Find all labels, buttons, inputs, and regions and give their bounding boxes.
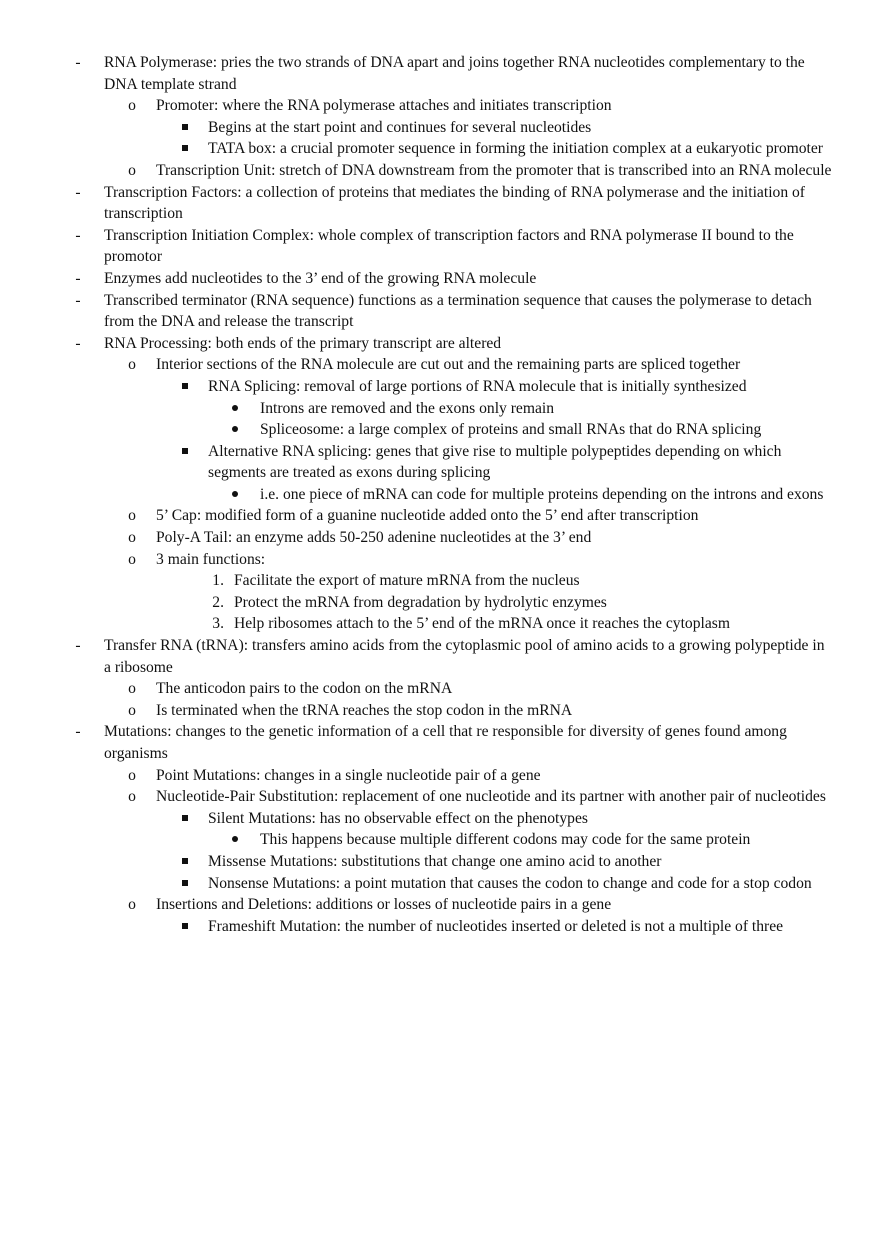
- square-bullet-icon: [179, 916, 191, 938]
- bullet-item-level-0: [72, 268, 832, 290]
- note-text: RNA Splicing: removal of large portions of RNA molecule that is initially synthesized: [208, 377, 747, 395]
- note-text: Silent Mutations: has no observable effect on the phenotypes: [208, 809, 588, 827]
- dash-bullet: -: [75, 54, 81, 71]
- note-text: Point Mutations: changes in a single nucleotide pair of a gene: [156, 766, 541, 784]
- numbered-list-item: [72, 592, 832, 614]
- bullet-item-level-1: [72, 95, 832, 117]
- numbered-list-item: [72, 613, 832, 635]
- circle-o-bullet: o: [128, 896, 136, 914]
- note-text: Alternative RNA splicing: genes that give rise to multiple polypeptides depending on which segments are treated as exons during splicing: [208, 442, 782, 482]
- note-text: Transcription Unit: stretch of DNA downstream from the promoter that is transcribed into an RNA molecule: [156, 161, 832, 179]
- note-text: Frameshift Mutation: the number of nucleotides inserted or deleted is not a multiple of three: [208, 917, 784, 935]
- dash-bullet: -: [75, 637, 81, 655]
- note-text: The anticodon pairs to the codon on the mRNA: [156, 680, 453, 698]
- bullet-item-level-2: [72, 117, 832, 139]
- bullet-item-level-2: [72, 873, 832, 895]
- note-text: Poly-A Tail: an enzyme adds 50-250 adenine nucleotides at the 3’ end: [156, 529, 592, 547]
- dash-bullet: -: [75, 334, 81, 352]
- bullet-item-level-2: [72, 376, 832, 398]
- bullet-item-level-1: [72, 765, 832, 787]
- bullet-item-level-2: [72, 138, 832, 160]
- note-text: Nucleotide-Pair Substitution: replacement of one nucleotide and its partner with another pair of nucleotides: [156, 788, 826, 806]
- bullet-item-level-3: [72, 419, 832, 441]
- note-text: Interior sections of the RNA molecule are cut out and the remaining parts are spliced together: [156, 356, 741, 374]
- note-text: Missense Mutations: substitutions that change one amino acid to another: [208, 852, 662, 870]
- bullet-item-level-0: [72, 290, 832, 333]
- bullet-item-level-1: [72, 700, 832, 722]
- bullet-item-level-1: [72, 678, 832, 700]
- note-text: Enzymes add nucleotides to the 3’ end of the growing RNA molecule: [104, 269, 537, 287]
- square-bullet-icon: [179, 117, 191, 139]
- note-text: Transfer RNA (tRNA): transfers amino acids from the cytoplasmic pool of amino acids to a growing polypeptide in a ribosome: [104, 637, 825, 676]
- note-text: 3 main functions:: [156, 550, 266, 568]
- note-text: Transcribed terminator (RNA sequence) functions as a termination sequence that causes the polymerase to detach from the DNA and release the transcript: [104, 291, 812, 331]
- circle-o-bullet: o: [128, 550, 136, 568]
- note-text: RNA Processing: both ends of the primary transcript are altered: [104, 334, 502, 352]
- note-text: Introns are removed and the exons only remain: [260, 399, 555, 417]
- round-bullet-icon: [229, 484, 241, 506]
- dash-bullet: -: [75, 269, 81, 287]
- bullet-item-level-0: [72, 721, 832, 764]
- round-bullet-icon: [229, 829, 241, 851]
- bullet-item-level-1: [72, 527, 832, 549]
- note-text: Protect the mRNA from degradation by hydrolytic enzymes: [234, 593, 607, 611]
- bullet-item-level-0: [72, 635, 832, 678]
- note-text: Help ribosomes attach to the 5’ end of the mRNA once it reaches the cytoplasm: [234, 615, 730, 633]
- note-text: Promoter: where the RNA polymerase attaches and initiates transcription: [156, 97, 612, 115]
- bullet-item-level-1: [72, 786, 832, 808]
- note-text: Facilitate the export of mature mRNA from the nucleus: [234, 572, 580, 590]
- note-text: Mutations: changes to the genetic information of a cell that re responsible for diversity of genes found among organisms: [104, 723, 787, 762]
- bullet-item-level-1: [72, 354, 832, 376]
- bullet-item-level-3: [72, 829, 832, 851]
- note-text: Transcription Initiation Complex: whole complex of transcription factors and RNA polymerase II bound to the promotor: [104, 226, 794, 266]
- note-text: Nonsense Mutations: a point mutation that causes the codon to change and code for a stop codon: [208, 874, 812, 892]
- bullet-item-level-1: [72, 894, 832, 916]
- bullet-item-level-0: [72, 333, 832, 355]
- bullet-item-level-0: [72, 52, 832, 95]
- note-text: This happens because multiple different codons may code for the same protein: [260, 831, 751, 849]
- numbered-list-item: [72, 570, 832, 592]
- bullet-item-level-2: [72, 441, 832, 484]
- circle-o-bullet: o: [128, 680, 136, 698]
- circle-o-bullet: o: [128, 766, 136, 784]
- note-text: RNA Polymerase: pries the two strands of DNA apart and joins together RNA nucleotides complementary to the DNA template strand: [104, 54, 805, 93]
- bullet-item-level-1: [72, 549, 832, 571]
- bullet-item-level-2: [72, 808, 832, 830]
- square-bullet-icon: [179, 851, 191, 873]
- circle-o-bullet: o: [128, 529, 136, 547]
- note-text: Transcription Factors: a collection of proteins that mediates the binding of RNA polymerase and the initiation of transcription: [104, 183, 806, 223]
- note-text: Begins at the start point and continues for several nucleotides: [208, 118, 592, 136]
- square-bullet-icon: [179, 138, 191, 160]
- note-text: Insertions and Deletions: additions or losses of nucleotide pairs in a gene: [156, 896, 612, 914]
- dash-bullet: -: [75, 723, 81, 741]
- bullet-item-level-3: [72, 398, 832, 420]
- square-bullet-icon: [179, 808, 191, 830]
- bullet-item-level-0: [72, 225, 832, 268]
- notes-list: [72, 52, 832, 937]
- dash-bullet: -: [75, 183, 81, 201]
- bullet-item-level-1: [72, 160, 832, 182]
- circle-o-bullet: o: [128, 701, 136, 719]
- square-bullet-icon: [179, 376, 191, 398]
- circle-o-bullet: o: [128, 788, 136, 806]
- note-text: TATA box: a crucial promoter sequence in forming the initiation complex at a eukaryotic promoter: [208, 140, 823, 158]
- bullet-item-level-2: [72, 916, 832, 938]
- square-bullet-icon: [179, 441, 191, 463]
- circle-o-bullet: o: [128, 356, 136, 374]
- list-number: 3.: [212, 615, 224, 633]
- note-text: i.e. one piece of mRNA can code for multiple proteins depending on the introns and exons: [260, 485, 824, 503]
- bullet-item-level-3: [72, 484, 832, 506]
- circle-o-bullet: o: [128, 507, 136, 525]
- bullet-item-level-2: [72, 851, 832, 873]
- square-bullet-icon: [179, 873, 191, 895]
- circle-o-bullet: o: [128, 97, 136, 115]
- list-number: 1.: [212, 572, 224, 590]
- round-bullet-icon: [229, 419, 241, 441]
- bullet-item-level-0: [72, 182, 832, 225]
- note-text: 5’ Cap: modified form of a guanine nucleotide added onto the 5’ end after transcription: [156, 507, 699, 525]
- round-bullet-icon: [229, 398, 241, 420]
- note-text: Is terminated when the tRNA reaches the stop codon in the mRNA: [156, 701, 573, 719]
- note-text: Spliceosome: a large complex of proteins and small RNAs that do RNA splicing: [260, 421, 762, 439]
- dash-bullet: -: [75, 226, 81, 244]
- bullet-item-level-1: [72, 505, 832, 527]
- circle-o-bullet: o: [128, 161, 136, 179]
- list-number: 2.: [212, 593, 224, 611]
- dash-bullet: -: [75, 291, 81, 309]
